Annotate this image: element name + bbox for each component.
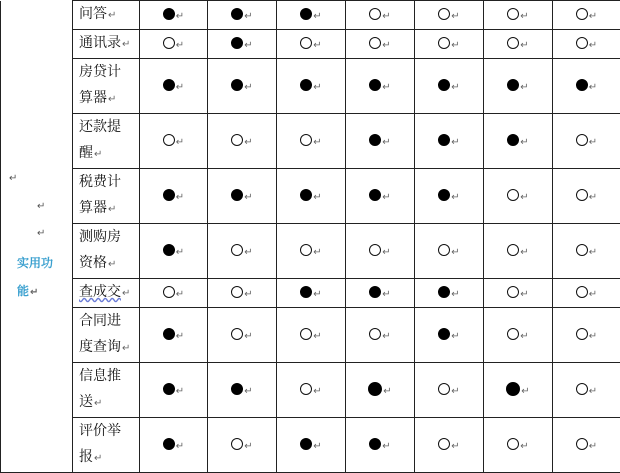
filled-circle-icon: [163, 79, 175, 91]
paragraph-mark: ↵: [382, 192, 390, 203]
availability-cell: [484, 363, 553, 418]
feature-name-cell: [73, 308, 140, 363]
feature-name-text: 算器: [79, 90, 107, 106]
paragraph-mark: ↵: [451, 11, 459, 22]
paragraph-mark: ↵: [176, 247, 184, 258]
availability-cell: [346, 59, 415, 114]
feature-name-text: 资格: [79, 255, 107, 271]
empty-circle-icon: [438, 438, 450, 450]
availability-cell: [140, 279, 208, 308]
filled-circle-icon: [507, 134, 519, 146]
paragraph-mark: ↵: [108, 259, 116, 270]
empty-circle-icon: [231, 438, 243, 450]
paragraph-mark: ↵: [313, 331, 321, 342]
availability-cell: [484, 59, 553, 114]
feature-name-line1: [79, 224, 139, 250]
empty-circle-icon: [576, 244, 588, 256]
empty-circle-icon: [438, 244, 450, 256]
feature-name-text: 税费计: [79, 174, 121, 190]
availability-cell: [140, 363, 208, 418]
feature-name-line2: [79, 334, 139, 362]
empty-circle-icon: [507, 8, 519, 20]
filled-circle-icon: [369, 438, 381, 450]
availability-cell: [484, 30, 553, 59]
filled-circle-icon: [231, 79, 243, 91]
paragraph-mark: ↵: [313, 11, 321, 22]
availability-cell: [346, 114, 415, 169]
feature-name-line1: [79, 418, 139, 444]
paragraph-mark: ↵: [520, 82, 528, 93]
availability-cell: [553, 169, 620, 224]
paragraph-mark: ↵: [313, 441, 321, 452]
feature-name-text: 测购房: [79, 229, 121, 245]
paragraph-mark: ↵: [37, 201, 45, 212]
paragraph-mark: ↵: [589, 82, 597, 93]
availability-cell: [208, 169, 277, 224]
category-label: [17, 249, 61, 307]
availability-cell: [484, 418, 553, 473]
filled-circle-icon: [507, 79, 519, 91]
empty-circle-icon: [300, 244, 312, 256]
paragraph-mark: ↵: [313, 137, 321, 148]
availability-cell: [277, 59, 346, 114]
filled-circle-icon: [231, 383, 243, 395]
paragraph-mark: ↵: [382, 137, 390, 148]
paragraph-mark: ↵: [108, 10, 116, 21]
feature-name-text: 还款提: [79, 119, 121, 135]
feature-name-text: 查成交: [79, 284, 121, 300]
availability-cell: [415, 114, 484, 169]
paragraph-mark: ↵: [94, 149, 102, 160]
feature-name-line2: [79, 250, 139, 278]
availability-cell: [140, 59, 208, 114]
paragraph-mark: ↵: [520, 11, 528, 22]
availability-cell: [553, 114, 620, 169]
paragraph-mark: ↵: [176, 192, 184, 203]
filled-circle-icon: [231, 37, 243, 49]
availability-cell: [140, 308, 208, 363]
table-row: [1, 59, 620, 114]
feature-name-line1: [79, 169, 139, 195]
filled-circle-icon: [163, 383, 175, 395]
paragraph-mark: ↵: [520, 40, 528, 51]
filled-circle-icon: [438, 328, 450, 340]
feature-name-text: 问答: [79, 6, 107, 22]
availability-cell: [553, 308, 620, 363]
filled-circle-icon: [300, 8, 312, 20]
empty-circle-icon: [163, 286, 175, 298]
empty-circle-icon: [576, 37, 588, 49]
paragraph-mark: ↵: [244, 82, 252, 93]
paragraph-mark: ↵: [451, 247, 459, 258]
filled-circle-icon: [300, 189, 312, 201]
availability-cell: [208, 59, 277, 114]
feature-name-cell: [73, 1, 140, 30]
filled-circle-icon: [231, 189, 243, 201]
feature-name-text: 通讯录: [79, 35, 121, 51]
table-row: [1, 308, 620, 363]
empty-circle-icon: [438, 383, 450, 395]
empty-circle-icon: [576, 8, 588, 20]
availability-cell: [277, 224, 346, 279]
feature-name-cell: [73, 418, 140, 473]
empty-circle-icon: [507, 328, 519, 340]
paragraph-mark: ↵: [313, 82, 321, 93]
feature-name-text: 合同进: [79, 313, 121, 329]
paragraph-mark: ↵: [520, 289, 528, 300]
availability-cell: [208, 1, 277, 30]
paragraph-mark: ↵: [9, 173, 17, 184]
paragraph-mark: ↵: [451, 441, 459, 452]
paragraph-mark: ↵: [589, 247, 597, 258]
paragraph-mark: ↵: [122, 288, 130, 299]
paragraph-mark: ↵: [382, 11, 390, 22]
feature-name-text: 报: [79, 449, 93, 465]
feature-name-line2: [79, 85, 139, 113]
paragraph-mark: ↵: [589, 386, 597, 397]
paragraph-mark: ↵: [520, 331, 528, 342]
paragraph-mark: ↵: [313, 289, 321, 300]
feature-name-cell: [73, 363, 140, 418]
empty-circle-icon: [300, 383, 312, 395]
feature-name-text: 信息推: [79, 368, 121, 384]
filled-circle-icon: [163, 328, 175, 340]
paragraph-mark: ↵: [244, 40, 252, 51]
availability-cell: [415, 169, 484, 224]
paragraph-mark: ↵: [122, 343, 130, 354]
feature-name-cell: [73, 114, 140, 169]
filled-circle-icon: [369, 134, 381, 146]
paragraph-mark: ↵: [94, 398, 102, 409]
empty-circle-icon: [507, 189, 519, 201]
availability-cell: [277, 279, 346, 308]
availability-cell: [140, 224, 208, 279]
filled-circle-icon: [369, 286, 381, 298]
availability-cell: [484, 169, 553, 224]
paragraph-mark: ↵: [108, 204, 116, 215]
availability-cell: [208, 308, 277, 363]
paragraph-mark: ↵: [176, 11, 184, 22]
paragraph-mark: ↵: [382, 40, 390, 51]
availability-cell: [553, 279, 620, 308]
paragraph-mark: ↵: [451, 137, 459, 148]
table-row: [1, 279, 620, 308]
availability-cell: [346, 308, 415, 363]
availability-cell: [346, 224, 415, 279]
empty-circle-icon: [369, 244, 381, 256]
availability-cell: [140, 169, 208, 224]
availability-cell: [140, 418, 208, 473]
availability-cell: [415, 59, 484, 114]
empty-circle-icon: [369, 37, 381, 49]
filled-circle-icon: [369, 79, 381, 91]
availability-cell: [346, 30, 415, 59]
availability-cell: [346, 279, 415, 308]
paragraph-mark: ↵: [382, 441, 390, 452]
paragraph-mark: ↵: [451, 40, 459, 51]
availability-cell: [553, 30, 620, 59]
paragraph-mark: ↵: [94, 453, 102, 464]
table-row: [1, 418, 620, 473]
category-label-line1: 实用功: [17, 249, 61, 277]
paragraph-mark: ↵: [520, 137, 528, 148]
availability-cell: [208, 224, 277, 279]
paragraph-mark: ↵: [382, 289, 390, 300]
feature-name-text: 算器: [79, 200, 107, 216]
paragraph-mark: ↵: [382, 82, 390, 93]
feature-name-line2: [79, 389, 139, 417]
empty-circle-icon: [576, 383, 588, 395]
empty-circle-icon: [507, 244, 519, 256]
availability-cell: [208, 114, 277, 169]
feature-name-text: 醒: [79, 145, 93, 161]
paragraph-mark: ↵: [176, 40, 184, 51]
paragraph-mark: ↵: [244, 11, 252, 22]
paragraph-mark: ↵: [589, 40, 597, 51]
filled-circle-icon: [300, 438, 312, 450]
table-row: [1, 114, 620, 169]
empty-circle-icon: [300, 134, 312, 146]
paragraph-mark: ↵: [176, 82, 184, 93]
paragraph-mark: ↵: [30, 287, 38, 298]
availability-cell: [140, 1, 208, 30]
category-label-line2: [17, 277, 61, 307]
availability-cell: [484, 279, 553, 308]
availability-cell: [484, 308, 553, 363]
feature-name-line1: [79, 279, 139, 307]
availability-cell: [415, 1, 484, 30]
filled-circle-icon: [438, 79, 450, 91]
filled-circle-icon: [438, 189, 450, 201]
availability-cell: [553, 59, 620, 114]
feature-name-line2: [79, 140, 139, 168]
feature-name-line1: [79, 30, 139, 58]
empty-circle-icon: [231, 328, 243, 340]
paragraph-mark: ↵: [451, 192, 459, 203]
paragraph-mark: ↵: [520, 192, 528, 203]
paragraph-mark: ↵: [451, 331, 459, 342]
feature-name-line1: [79, 308, 139, 334]
filled-circle-icon: [506, 382, 520, 396]
table-row: [1, 1, 620, 30]
feature-name-line2: [79, 444, 139, 472]
availability-cell: [277, 1, 346, 30]
table-row: [1, 224, 620, 279]
empty-circle-icon: [231, 286, 243, 298]
availability-cell: [553, 363, 620, 418]
empty-circle-icon: [576, 438, 588, 450]
category-cell: [1, 1, 73, 473]
paragraph-mark: ↵: [382, 247, 390, 258]
paragraph-mark: ↵: [244, 247, 252, 258]
availability-cell: [415, 308, 484, 363]
availability-cell: [415, 363, 484, 418]
paragraph-mark: ↵: [176, 137, 184, 148]
paragraph-mark: ↵: [244, 192, 252, 203]
empty-circle-icon: [576, 328, 588, 340]
paragraph-mark: ↵: [589, 192, 597, 203]
paragraph-mark: ↵: [451, 82, 459, 93]
availability-cell: [346, 363, 415, 418]
availability-cell: [415, 279, 484, 308]
empty-circle-icon: [507, 286, 519, 298]
availability-cell: [277, 418, 346, 473]
paragraph-mark: ↵: [589, 331, 597, 342]
category-label-text: 能: [17, 284, 29, 298]
paragraph-mark: ↵: [244, 137, 252, 148]
feature-name-cell: [73, 279, 140, 308]
paragraph-mark: ↵: [176, 289, 184, 300]
paragraph-mark: ↵: [589, 289, 597, 300]
feature-name-text: 度查询: [79, 339, 121, 355]
table-body: [1, 1, 620, 473]
feature-name-text: 评价举: [79, 423, 121, 439]
paragraph-mark: ↵: [451, 386, 459, 397]
availability-cell: [346, 418, 415, 473]
feature-name-line1: [79, 59, 139, 85]
feature-name-text: 送: [79, 394, 93, 410]
availability-cell: [277, 363, 346, 418]
filled-circle-icon: [163, 8, 175, 20]
empty-circle-icon: [163, 37, 175, 49]
availability-cell: [277, 114, 346, 169]
availability-cell: [415, 30, 484, 59]
paragraph-mark: ↵: [589, 11, 597, 22]
filled-circle-icon: [576, 79, 588, 91]
empty-circle-icon: [369, 8, 381, 20]
paragraph-mark: ↵: [244, 386, 252, 397]
paragraph-mark: ↵: [176, 386, 184, 397]
paragraph-mark: ↵: [521, 386, 529, 397]
availability-cell: [484, 224, 553, 279]
availability-cell: [553, 224, 620, 279]
feature-name-cell: [73, 30, 140, 59]
table-row: [1, 363, 620, 418]
availability-cell: [346, 169, 415, 224]
empty-circle-icon: [369, 328, 381, 340]
paragraph-mark: ↵: [520, 247, 528, 258]
availability-cell: [553, 418, 620, 473]
availability-cell: [415, 418, 484, 473]
filled-circle-icon: [369, 189, 381, 201]
empty-circle-icon: [231, 134, 243, 146]
empty-circle-icon: [438, 8, 450, 20]
empty-circle-icon: [438, 37, 450, 49]
availability-cell: [208, 363, 277, 418]
feature-name-line1: [79, 1, 139, 29]
feature-name-cell: [73, 169, 140, 224]
availability-cell: [140, 30, 208, 59]
availability-cell: [553, 1, 620, 30]
paragraph-mark: ↵: [176, 331, 184, 342]
filled-circle-icon: [231, 8, 243, 20]
paragraph-mark: ↵: [108, 94, 116, 105]
paragraph-mark: ↵: [122, 39, 130, 50]
paragraph-mark: ↵: [244, 441, 252, 452]
paragraph-mark: ↵: [382, 331, 390, 342]
paragraph-mark: ↵: [589, 441, 597, 452]
availability-cell: [346, 1, 415, 30]
feature-name-line2: [79, 195, 139, 223]
empty-circle-icon: [576, 134, 588, 146]
empty-circle-icon: [300, 328, 312, 340]
empty-circle-icon: [300, 37, 312, 49]
feature-name-cell: [73, 224, 140, 279]
paragraph-mark: ↵: [313, 192, 321, 203]
availability-cell: [415, 224, 484, 279]
paragraph-mark: ↵: [244, 289, 252, 300]
availability-cell: [140, 114, 208, 169]
empty-circle-icon: [231, 244, 243, 256]
availability-cell: [277, 308, 346, 363]
paragraph-mark: ↵: [244, 331, 252, 342]
paragraph-mark: ↵: [589, 137, 597, 148]
paragraph-mark: ↵: [383, 386, 391, 397]
paragraph-mark: ↵: [176, 441, 184, 452]
filled-circle-icon: [163, 189, 175, 201]
availability-cell: [208, 30, 277, 59]
empty-circle-icon: [576, 286, 588, 298]
paragraph-mark: ↵: [451, 289, 459, 300]
filled-circle-icon: [300, 79, 312, 91]
feature-name-line1: [79, 363, 139, 389]
availability-cell: [484, 1, 553, 30]
filled-circle-icon: [368, 382, 382, 396]
feature-name-text: 房贷计: [79, 64, 121, 80]
availability-cell: [277, 30, 346, 59]
paragraph-mark: ↵: [313, 247, 321, 258]
filled-circle-icon: [163, 438, 175, 450]
filled-circle-icon: [438, 134, 450, 146]
availability-cell: [484, 114, 553, 169]
filled-circle-icon: [438, 286, 450, 298]
paragraph-mark: ↵: [313, 40, 321, 51]
paragraph-mark: ↵: [520, 441, 528, 452]
table-row: [1, 169, 620, 224]
paragraph-mark: ↵: [37, 228, 45, 239]
empty-circle-icon: [507, 37, 519, 49]
paragraph-mark: ↵: [313, 386, 321, 397]
feature-name-cell: [73, 59, 140, 114]
filled-circle-icon: [300, 286, 312, 298]
filled-circle-icon: [163, 244, 175, 256]
empty-circle-icon: [576, 189, 588, 201]
availability-cell: [208, 279, 277, 308]
table-row: [1, 30, 620, 59]
empty-circle-icon: [163, 134, 175, 146]
empty-circle-icon: [507, 438, 519, 450]
availability-cell: [277, 169, 346, 224]
feature-name-line1: [79, 114, 139, 140]
availability-cell: [208, 418, 277, 473]
